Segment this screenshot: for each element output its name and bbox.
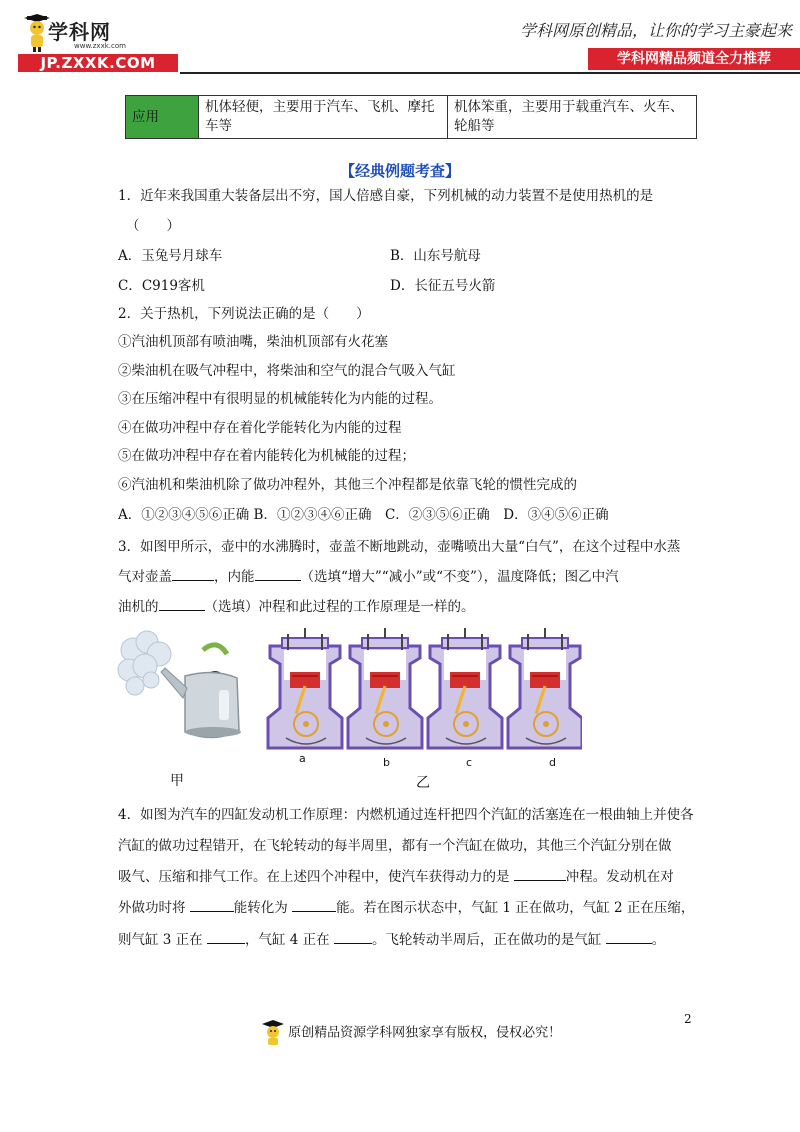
mascot-icon [262,1020,284,1046]
q3-text: ，内能 [214,569,255,585]
q4-line-2: 汽缸的做功过程错开，在飞轮转动的每半周里，都有一个汽缸在做功，其他三个汽缸分别在做 [118,838,672,854]
q4-line-3 [118,865,674,885]
section-title: 【经典例题考查】 [339,162,460,180]
q3-text: 油机的 [118,599,159,615]
answer-blank[interactable] [159,596,205,611]
q2-stem: 2．关于热机，下列说法正确的是（ ） [118,306,370,322]
table-row [126,96,697,139]
q4-text: 外做功时将 [118,900,190,916]
engine-label-b: b [383,756,390,769]
engine-label-c: c [466,756,473,769]
q1-option-a: A．玉兔号月球车 [118,248,223,264]
q1-option-c: C．C919客机 [118,278,205,294]
engine-label-d: d [549,756,556,769]
q2-statement-1: ①汽油机顶部有喷油嘴，柴油机顶部有火花塞 [118,334,388,350]
q3-line-3 [118,595,475,615]
footer-text: 原创精品资源学科网独家享有版权，侵权必究！ [288,1025,562,1041]
page-header [0,0,800,80]
figure-label-yi: 乙 [416,775,430,791]
q4-text: 能。若在图示状态中，气缸 1 正在做功，气缸 2 正在压缩， [336,900,695,916]
header-slogan: 学科网原创精品，让你的学习主豪起来 [519,21,792,40]
q4-text: 。 [651,932,666,948]
logo-domain: JP.ZXXK.COM [18,54,178,72]
q2-statement-2: ②柴油机在吸气冲程中，将柴油和空气的混合气吸入气缸 [118,363,456,379]
q3-line-1: 3．如图甲所示，壶中的水沸腾时，壶盖不断地跳动，壶嘴喷出大量“白气”，在这个过程中水蒸 [118,539,681,555]
logo-text: 学科网 [48,20,111,44]
answer-blank[interactable] [207,929,245,944]
q3-text: （选填“增大”“减小”或“不变”），温度降低；图乙中汽 [300,569,619,585]
q4-line-4 [118,896,694,916]
q3-text: （选填）冲程和此过程的工作原理是一样的。 [204,599,475,615]
q1-option-b: B．山东号航母 [390,248,481,264]
q2-statement-5: ⑤在做功冲程中存在着内能转化为机械能的过程； [118,448,415,464]
answer-blank[interactable] [190,897,234,912]
q4-text: 冲程。发动机在对 [565,869,674,885]
engine-application-table [125,95,697,139]
answer-blank[interactable] [255,566,301,581]
engine-strokes-illustration [262,628,582,758]
q4-text: 吸气、压缩和排气工作。在上述四个冲程中，使汽车获得动力的是 [118,869,514,885]
figure-label-jia: 甲 [170,773,184,789]
q4-line-5 [118,928,665,948]
q1-paren: （ ） [126,218,180,234]
page-number: 2 [684,1012,692,1026]
q4-text: 则气缸 3 正在 [118,932,207,948]
answer-blank[interactable] [292,897,336,912]
q1-option-d: D．长征五号火箭 [390,278,496,294]
q2-statement-4: ④在做功冲程中存在着化学能转化为内能的过程 [118,420,402,436]
boiling-kettle-illustration [115,628,245,748]
copyright-footer [262,1020,561,1046]
q4-text: 。飞轮转动半周后，正在做功的是气缸 [371,932,606,948]
header-rule [180,72,800,74]
engine-label-a: a [299,752,306,765]
q4-text: ，气缸 4 正在 [244,932,334,948]
q1-stem: 1．近年来我国重大装备层出不穷，国人倍感自豪，下列机械的动力装置不是使用热机的是 [118,188,654,204]
q4-text: 能转化为 [233,900,293,916]
logo-url: www.zxxk.com [74,42,126,50]
q2-statement-3: ③在压缩冲程中有很明显的机械能转化为内能的过程。 [118,391,442,407]
zxxk-logo [18,14,198,72]
table-cell-diesel: 机体笨重，主要用于载重汽车、火车、轮船等 [448,96,697,139]
channel-banner: 学科网精品频道全力推荐 [588,48,800,70]
q2-statement-6: ⑥汽油机和柴油机除了做功冲程外，其他三个冲程都是依靠飞轮的惯性完成的 [118,477,577,493]
answer-blank[interactable] [606,929,652,944]
table-label-cell: 应用 [126,96,199,139]
answer-blank[interactable] [334,929,372,944]
q4-line-1: 4．如图为汽车的四缸发动机工作原理：内燃机通过连杆把四个汽缸的活塞连在一根曲轴上并使各 [118,807,694,823]
answer-blank[interactable] [514,866,566,881]
answer-blank[interactable] [172,566,214,581]
mascot-icon [24,14,50,54]
q3-text: 气对壶盖 [118,569,172,585]
q2-options: A．①②③④⑤⑥正确 B．①②③④⑥正确 C．②③⑤⑥正确 D．③④⑤⑥正确 [118,507,609,523]
q3-line-2 [118,565,619,585]
table-cell-gasoline: 机体轻便，主要用于汽车、飞机、摩托车等 [199,96,448,139]
